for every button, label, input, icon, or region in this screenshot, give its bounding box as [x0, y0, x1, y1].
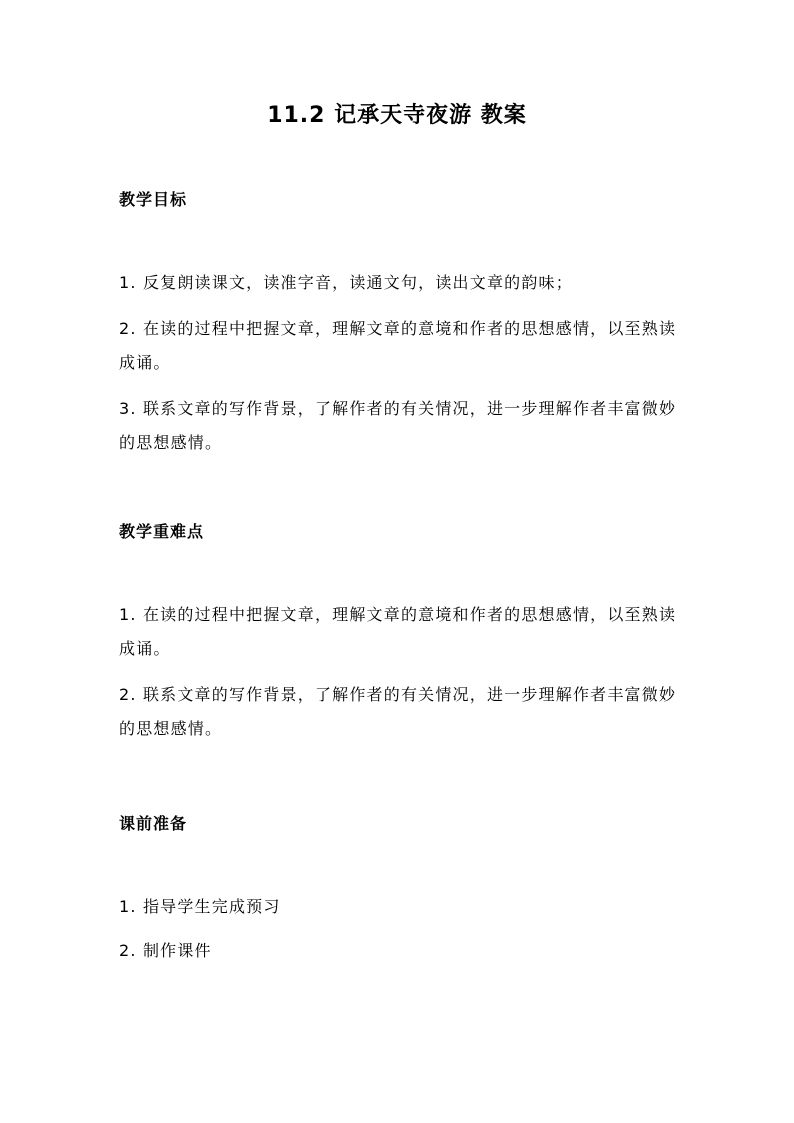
- section-heading-teaching-objectives: 教学目标: [119, 190, 188, 209]
- preparation-item-2: 2. 制作课件: [119, 941, 212, 960]
- difficulty-item-2: 2. 联系文章的写作背景，了解作者的有关情况，进一步理解作者丰富微妙的思想感情。: [119, 685, 677, 738]
- section-heading-preparation: 课前准备: [119, 814, 188, 833]
- objective-item-1: 1. 反复朗读课文，读准字音，读通文句，读出文章的韵味；: [119, 273, 573, 292]
- difficulty-item-1: 1. 在读的过程中把握文章，理解文章的意境和作者的思想感情，以至熟读成诵。: [119, 605, 677, 658]
- preparation-item-1: 1. 指导学生完成预习: [119, 897, 281, 916]
- objective-item-3: 3. 联系文章的写作背景，了解作者的有关情况，进一步理解作者丰富微妙的思想感情。: [119, 399, 677, 452]
- document-title: 11.2 记承天寺夜游 教案: [267, 103, 527, 128]
- objective-item-2: 2. 在读的过程中把握文章，理解文章的意境和作者的思想感情，以至熟读成诵。: [119, 319, 677, 372]
- section-heading-key-difficulties: 教学重难点: [119, 522, 205, 541]
